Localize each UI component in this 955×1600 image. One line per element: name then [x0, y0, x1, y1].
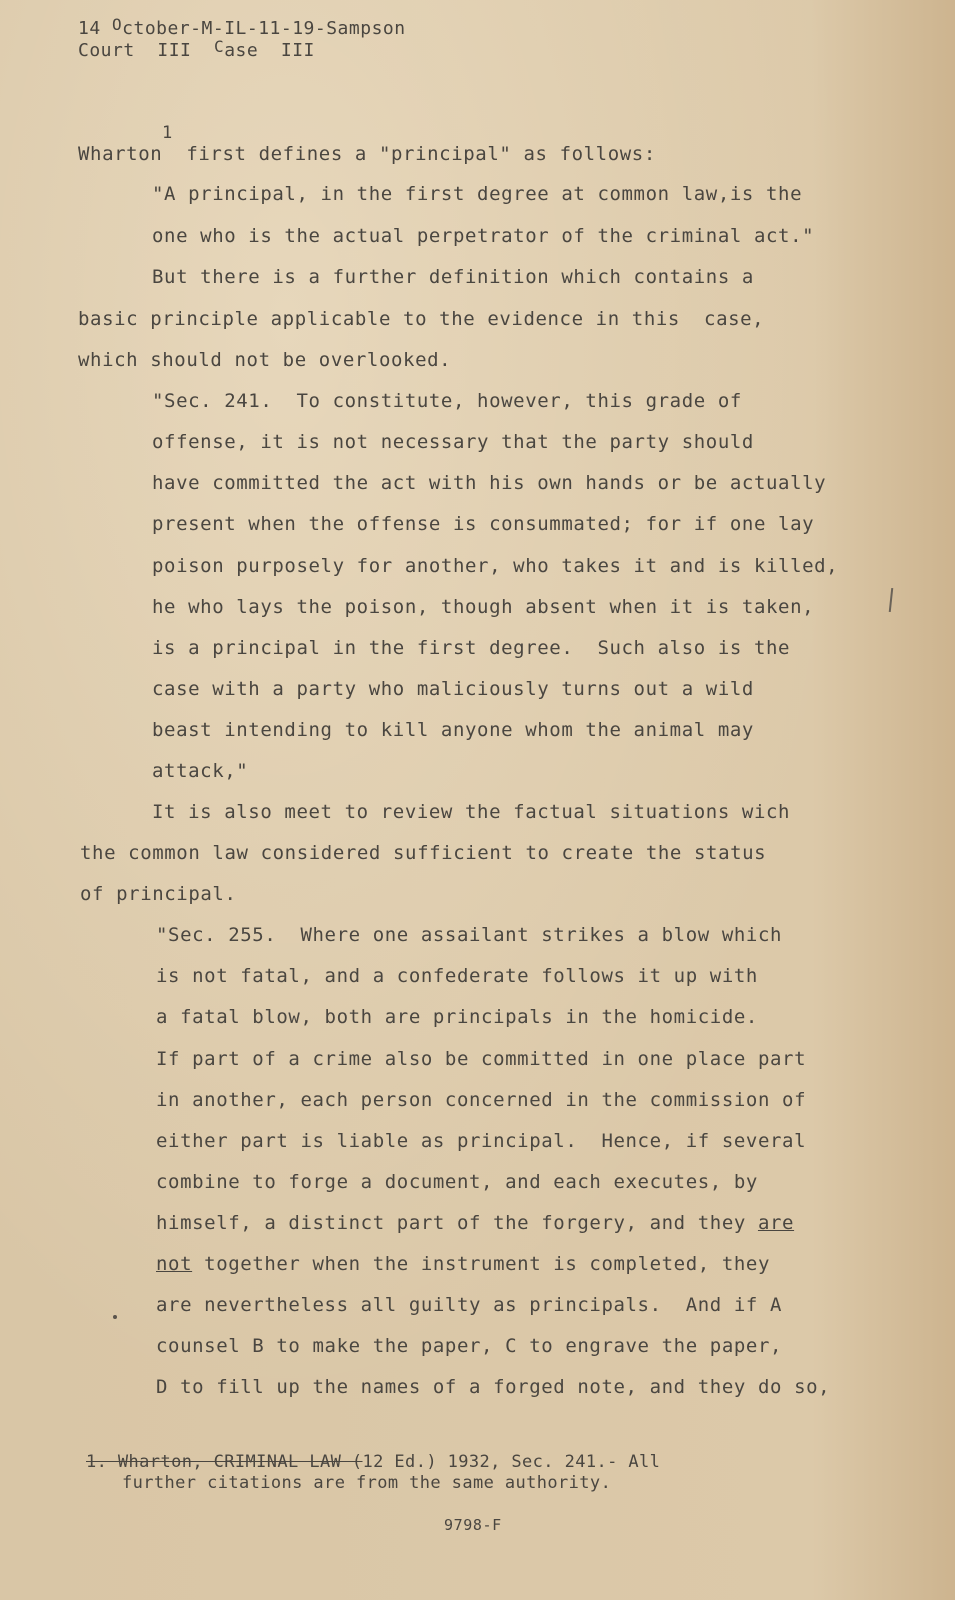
margin-mark — [889, 588, 893, 612]
body-line-26: combine to forge a document, and each executes, by — [156, 1171, 758, 1193]
body-line-28: not together when the instrument is completed, they — [156, 1253, 770, 1275]
underlined-word-not: not — [156, 1253, 193, 1275]
footnote-line-1: 1. Wharton, CRIMINAL LAW (12 Ed.) 1932, Sec. 241.- All — [86, 1452, 661, 1472]
body-line-07: "Sec. 241. To constitute, however, this grade of — [152, 390, 742, 412]
header-line-2: Court III Case III — [78, 37, 315, 61]
body-line-22: a fatal blow, both are principals in the homicide. — [156, 1006, 758, 1028]
body-line-19: of principal. — [80, 883, 237, 905]
body-line-25: either part is liable as principal. Hence, if several — [156, 1130, 807, 1152]
body-line-04: But there is a further definition which contains a — [152, 266, 754, 288]
body-line-29: are nevertheless all guilty as principals. And if A — [156, 1294, 783, 1316]
body-line-11: poison purposely for another, who takes it and is killed, — [152, 555, 839, 577]
body-line-14: case with a party who maliciously turns out a wild — [152, 678, 754, 700]
header-line-1: 14 October-M-IL-11-19-Sampson — [78, 15, 406, 39]
body-line-08: offense, it is not necessary that the party should — [152, 431, 754, 453]
body-line-09: have committed the act with his own hands or be actually — [152, 472, 827, 494]
body-line-13: is a principal in the first degree. Such also is the — [152, 637, 791, 659]
body-line-15: beast intending to kill anyone whom the animal may — [152, 719, 754, 741]
body-line-10: present when the offense is consummated; for if one lay — [152, 513, 815, 535]
body-line-18: the common law considered sufficient to create the status — [80, 842, 767, 864]
footnote-line-2: further citations are from the same authority. — [122, 1473, 612, 1493]
body-line-17: It is also meet to review the factual situations wich — [152, 801, 791, 823]
body-line-21: is not fatal, and a confederate follows it up with — [156, 965, 758, 987]
body-line-16: attack," — [152, 760, 249, 782]
body-line-31: D to fill up the names of a forged note, and they do so, — [156, 1376, 831, 1398]
body-line-20: "Sec. 255. Where one assailant strikes a blow which — [156, 924, 783, 946]
body-line-02: "A principal, in the first degree at common law,is the — [152, 183, 803, 205]
body-line-30: counsel B to make the paper, C to engrave the paper, — [156, 1335, 783, 1357]
body-line-12: he who lays the poison, though absent when it is taken, — [152, 596, 815, 618]
margin-dot — [113, 1315, 117, 1319]
body-line-27: himself, a distinct part of the forgery, and they are — [156, 1212, 795, 1234]
body-line-24: in another, each person concerned in the commission of — [156, 1089, 807, 1111]
page-number: 9798-F — [444, 1516, 502, 1534]
body-line-06: which should not be overlooked. — [78, 349, 452, 371]
underlined-word-are: are — [757, 1212, 795, 1234]
body-line-03: one who is the actual perpetrator of the criminal act." — [152, 225, 815, 247]
footnote-marker: 1 — [162, 123, 173, 143]
body-line-23: If part of a crime also be committed in one place part — [156, 1048, 807, 1070]
body-line-01: Wharton first defines a "principal" as follows: — [78, 143, 656, 165]
body-line-05: basic principle applicable to the evidence in this case, — [78, 308, 765, 330]
